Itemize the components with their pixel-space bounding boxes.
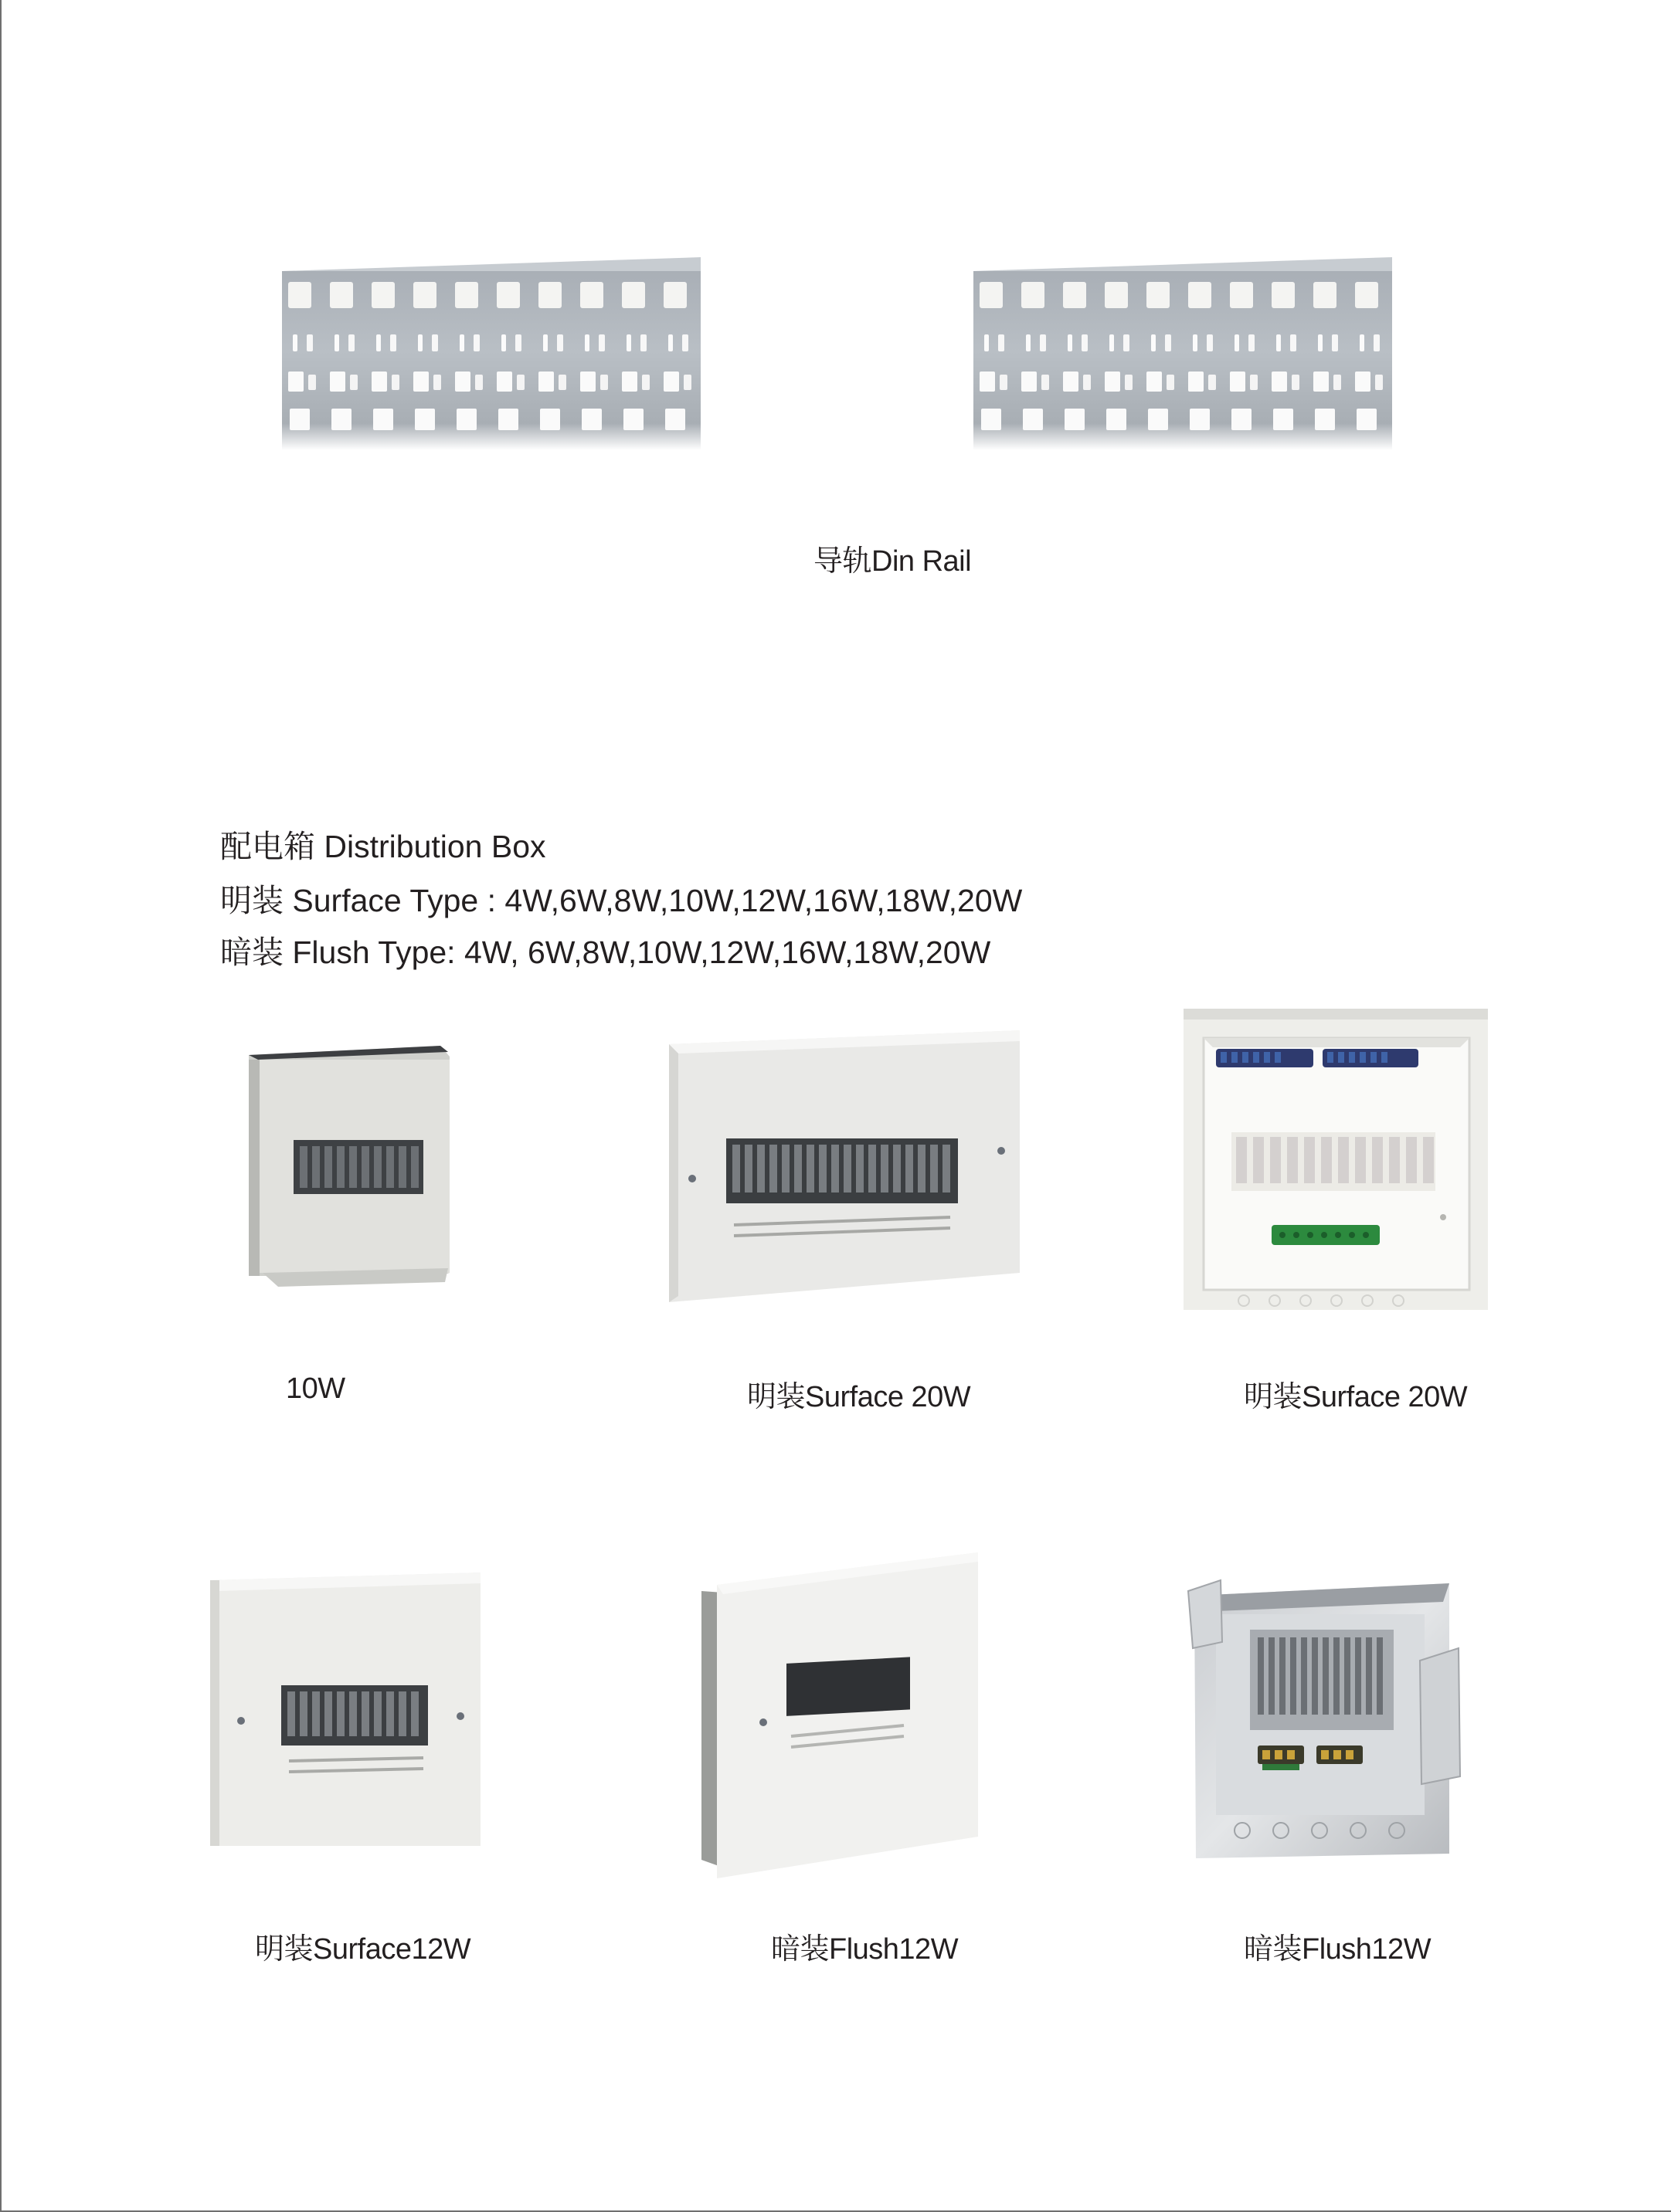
distribution-box-surface-12w-image — [209, 1571, 482, 1849]
product-caption-3: 明装Surface 20W — [1244, 1381, 1468, 1413]
distribution-box-flush-closed-image — [695, 1551, 981, 1880]
product-caption-6: 暗装Flush12W — [1244, 1933, 1432, 1966]
flush-type-line: 暗装 Flush Type: 4W, 6W,8W,10W,12W,16W,18W,20W — [220, 935, 991, 970]
distribution-box-surface-small-image — [232, 1041, 464, 1288]
product-caption-2: 明装Surface 20W — [747, 1381, 971, 1413]
distribution-box-surface-open-image — [1182, 1004, 1491, 1311]
surface-type-line: 明装 Surface Type : 4W,6W,8W,10W,12W,16W,18W,20W — [220, 883, 1023, 918]
product-caption-4: 明装Surface12W — [255, 1933, 471, 1966]
din-rail-image-left — [282, 257, 701, 466]
product-caption-1: 10W — [286, 1372, 345, 1405]
distribution-box-flush-open-image — [1188, 1576, 1466, 1863]
distribution-box-heading: 配电箱 Distribution Box — [220, 829, 546, 864]
din-rail-caption: 导轨Din Rail — [813, 545, 972, 578]
din-rail-image-right — [973, 257, 1392, 466]
distribution-box-surface-closed-image — [664, 1027, 1020, 1305]
product-caption-5: 暗装Flush12W — [771, 1933, 959, 1966]
